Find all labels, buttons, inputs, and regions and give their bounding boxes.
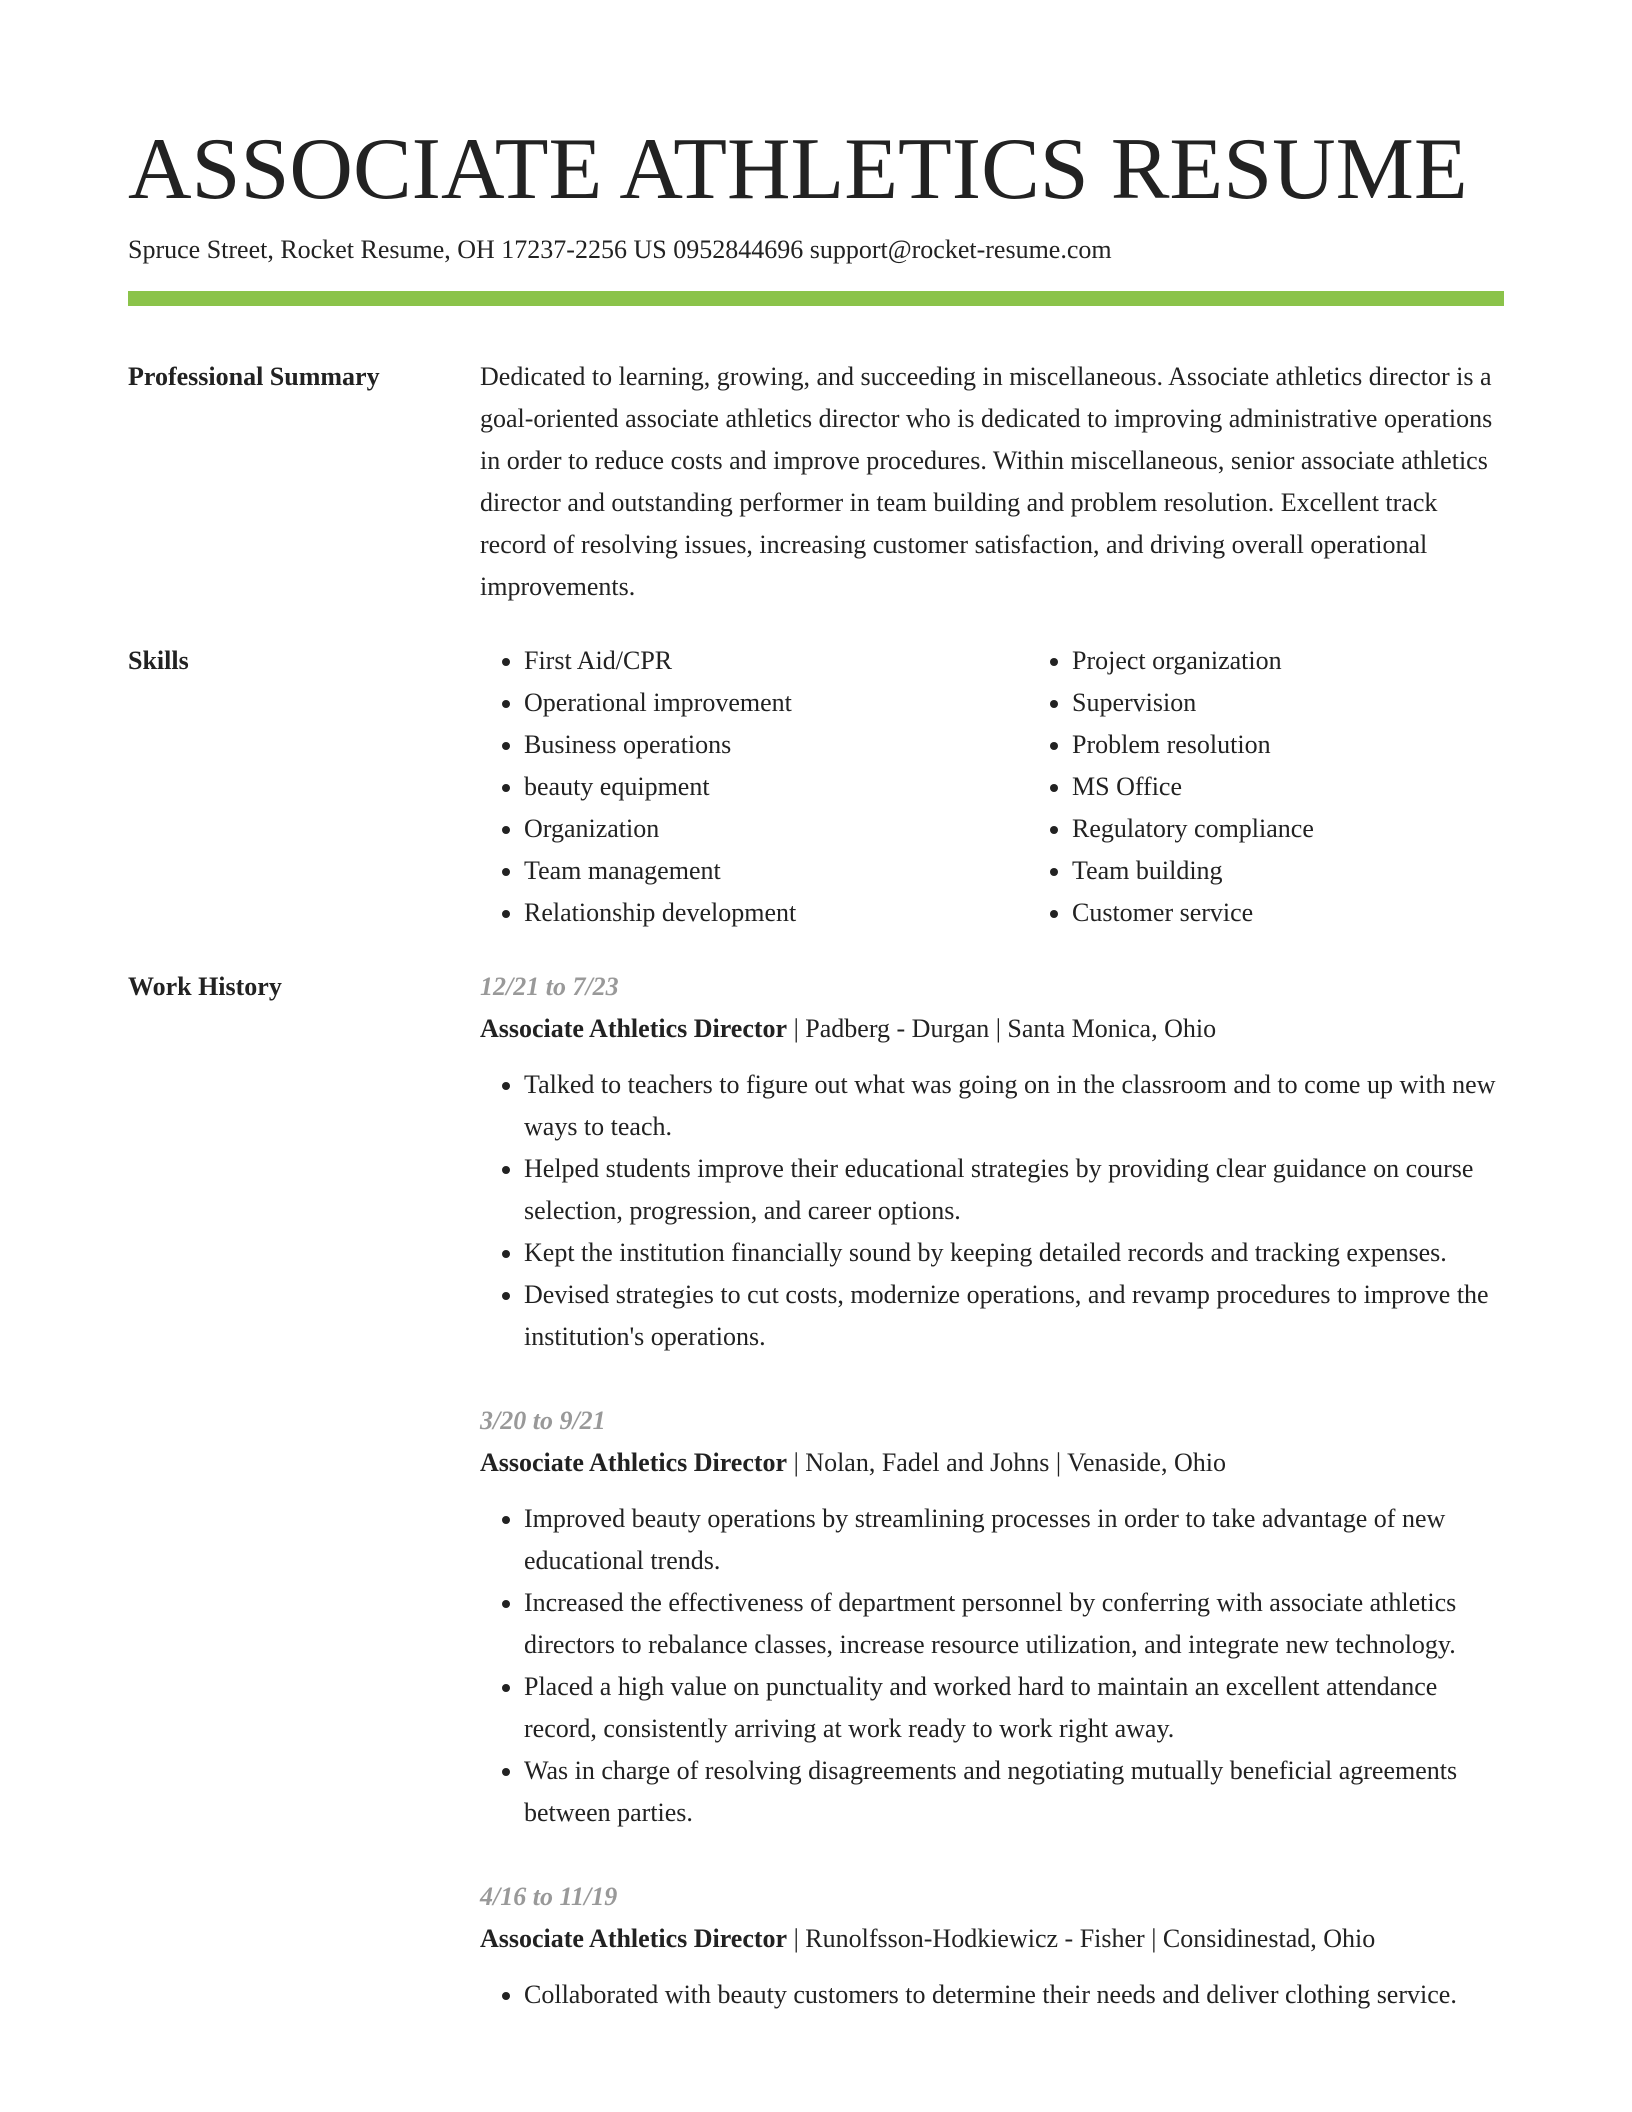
skill-item: • Team management (524, 850, 1028, 892)
contact-line: Spruce Street, Rocket Resume, OH 17237-2256 US 0952844696 support@rocket-resume.com (128, 235, 1112, 264)
job-bullet: • Increased the effectiveness of department personnel by conferring with associate athletics directors to rebalance classes, increase resource utilization, and integrate new technology. (524, 1582, 1504, 1666)
skill-item: • Organization (524, 808, 1028, 850)
job-date: 4/16 to 11/19 (480, 1882, 618, 1911)
skill-item: • Team building (1072, 850, 1576, 892)
skill-item: • MS Office (1072, 766, 1576, 808)
job-heading (480, 1442, 1504, 1484)
skill-item: • Problem resolution (1072, 724, 1576, 766)
skills-label: Skills (128, 646, 189, 675)
job-bullet: • Was in charge of resolving disagreements and negotiating mutually beneficial agreements between parties. (524, 1750, 1504, 1834)
job-bullet: • Devised strategies to cut costs, modernize operations, and revamp procedures to improve the institution's operations. (524, 1274, 1504, 1358)
job-bullet: • Placed a high value on punctuality and worked hard to maintain an excellent attendance record, consistently arriving at work ready to work right away. (524, 1666, 1504, 1750)
skills-list-left (480, 640, 1028, 934)
skill-item: • Supervision (1072, 682, 1576, 724)
job-bullet: • Talked to teachers to figure out what was going on in the classroom and to come up with new ways to teach. (524, 1064, 1504, 1148)
summary-text: Dedicated to learning, growing, and succeeding in miscellaneous. Associate athletics director is a goal-oriented associate athletics director who is dedicated to improving administrative operations in order to reduce costs and improve procedures. Within miscellaneous, senior associate athletics director and outstanding performer in team building and problem resolution. Excellent track record of resolving issues, increasing customer satisfaction, and driving overall operational improvements. (480, 362, 1493, 601)
resume-page (128, 118, 1504, 2058)
skills-columns (480, 640, 1576, 934)
job-title: Associate Athletics Director (480, 1448, 788, 1477)
job-entry (480, 966, 1504, 1358)
job-bullets (480, 1498, 1504, 1834)
job-entry (480, 1876, 1504, 2016)
skill-item: • beauty equipment (524, 766, 1028, 808)
job-details: | Nolan, Fadel and Johns | Venaside, Ohio (787, 1448, 1226, 1477)
job-details: | Runolfsson-Hodkiewicz - Fisher | Considinestad, Ohio (787, 1924, 1376, 1953)
skill-item: • Customer service (1072, 892, 1576, 934)
header-divider (128, 291, 1504, 306)
job-bullets (480, 1064, 1504, 1358)
skill-item: • Project organization (1072, 640, 1576, 682)
skill-item: • Regulatory compliance (1072, 808, 1576, 850)
job-date: 3/20 to 9/21 (480, 1406, 606, 1435)
work-history-label: Work History (128, 972, 282, 1001)
skill-item: • Relationship development (524, 892, 1028, 934)
work-history-body (480, 966, 1504, 2058)
job-bullet: • Helped students improve their educational strategies by providing clear guidance on course selection, progression, and career options. (524, 1148, 1504, 1232)
skill-item: • First Aid/CPR (524, 640, 1028, 682)
skill-item: • Business operations (524, 724, 1028, 766)
job-heading (480, 1918, 1504, 1960)
skill-item: • Operational improvement (524, 682, 1028, 724)
job-title: Associate Athletics Director (480, 1014, 788, 1043)
job-bullet: • Improved beauty operations by streamlining processes in order to take advantage of new educational trends. (524, 1498, 1504, 1582)
job-details: | Padberg - Durgan | Santa Monica, Ohio (787, 1014, 1217, 1043)
job-date: 12/21 to 7/23 (480, 972, 619, 1001)
job-heading (480, 1008, 1504, 1050)
resume-title: ASSOCIATE ATHLETICS RESUME (128, 121, 1468, 218)
skills-list-right (1028, 640, 1576, 934)
job-title: Associate Athletics Director (480, 1924, 788, 1953)
work-history-section (128, 966, 1504, 2058)
job-bullet: • Collaborated with beauty customers to determine their needs and deliver clothing service. (524, 1974, 1504, 2016)
job-bullet: • Kept the institution financially sound by keeping detailed records and tracking expenses. (524, 1232, 1504, 1274)
job-entry (480, 1400, 1504, 1834)
skills-section (128, 640, 1504, 934)
job-bullets (480, 1974, 1504, 2016)
summary-label: Professional Summary (128, 362, 380, 391)
summary-section (128, 356, 1504, 608)
